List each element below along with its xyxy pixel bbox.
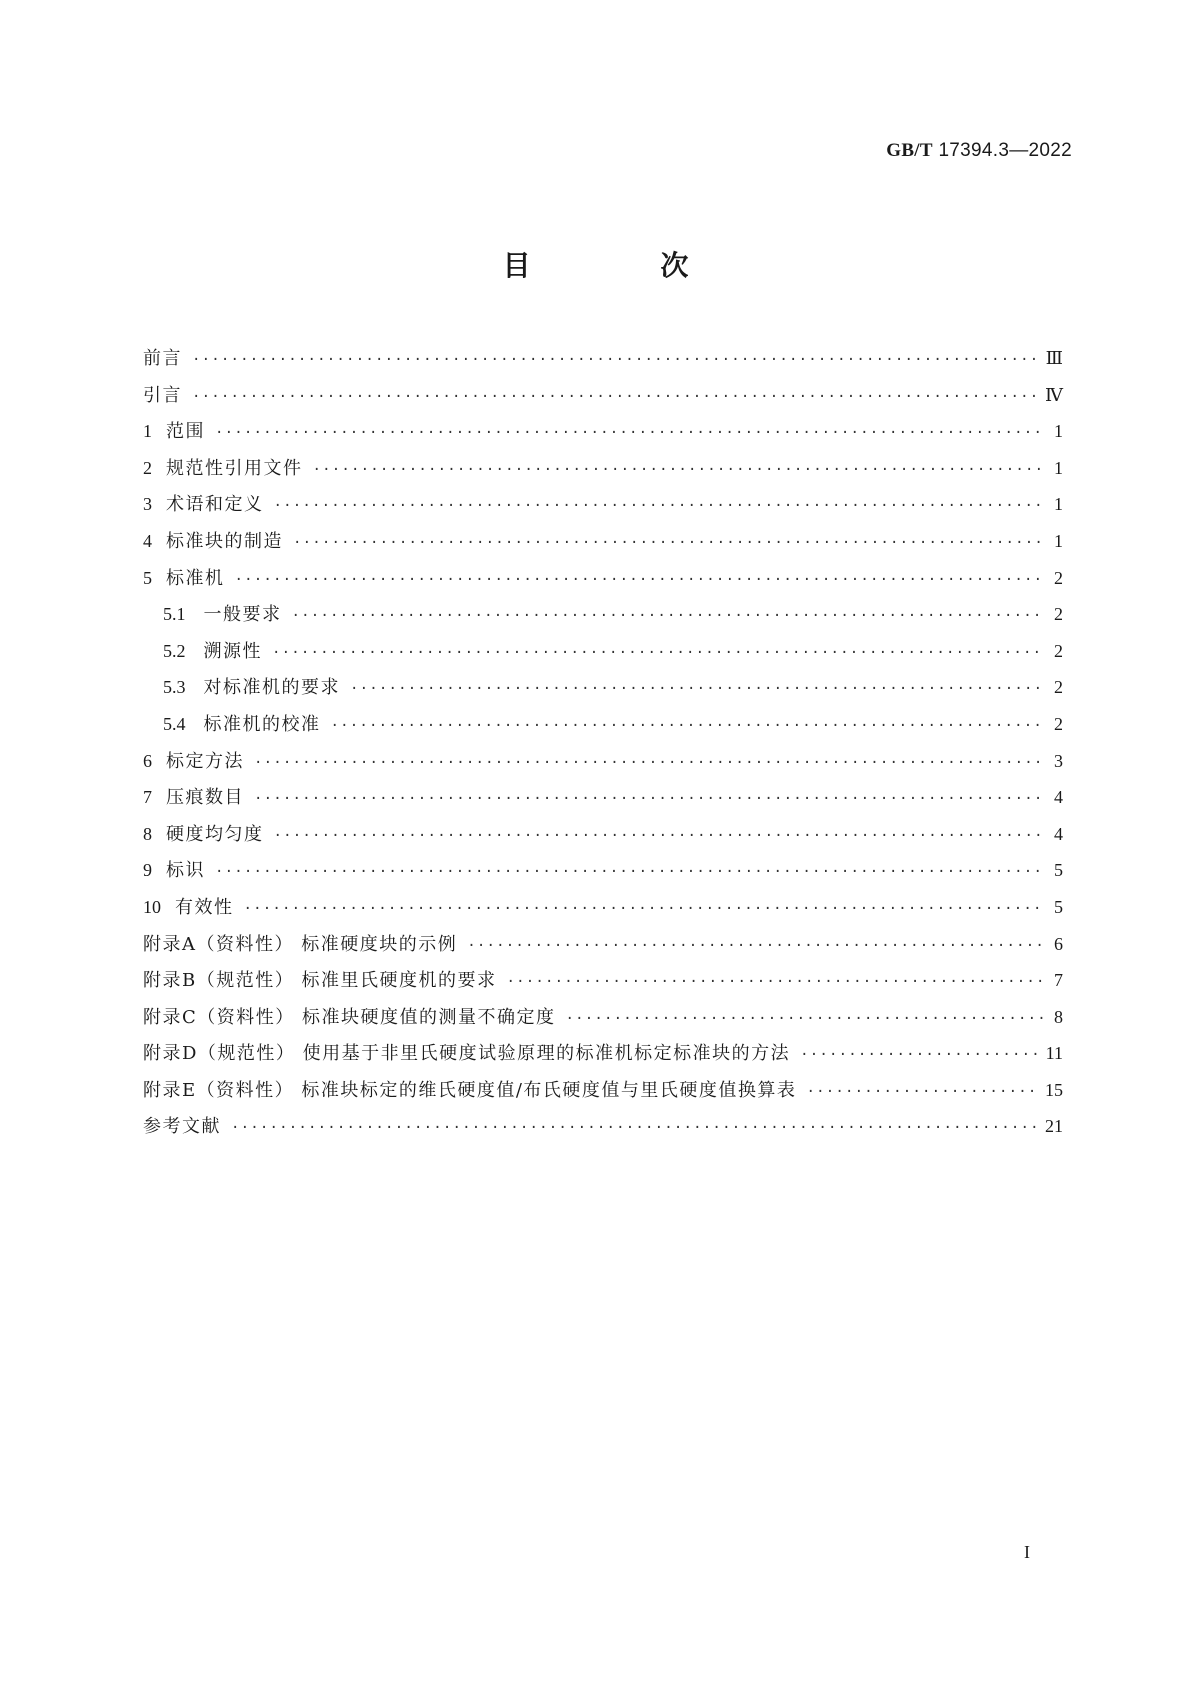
toc-entry-page: 4 (1054, 823, 1063, 844)
toc-entry-label: 标识 (166, 860, 205, 882)
toc-leader-dots (231, 1110, 1039, 1147)
standard-number: 17394.3—2022 (938, 140, 1072, 161)
toc-entry-page: 8 (1054, 1006, 1063, 1027)
toc-entry-label: 对标准机的要求 (203, 677, 340, 699)
toc-entry-6[interactable] (143, 743, 1063, 780)
toc-entry-label: 范围 (166, 421, 205, 443)
toc-entry-page: Ⅳ (1045, 384, 1063, 405)
toc-entry-4[interactable] (143, 523, 1063, 560)
toc-entry-page: Ⅲ (1045, 348, 1063, 368)
toc-leader-dots (800, 1037, 1040, 1074)
toc-entry-number: 3 (143, 494, 152, 515)
page-number: I (1024, 1542, 1030, 1562)
toc-entry-page: 1 (1054, 421, 1063, 442)
toc-entry-foreword[interactable] (143, 340, 1063, 377)
toc-entry-page: 2 (1054, 713, 1063, 734)
toc-entry-5[interactable] (143, 560, 1063, 597)
toc-entry-annex-e[interactable] (143, 1072, 1063, 1109)
toc-entry-number: 5.3 (163, 677, 186, 698)
toc-entry-page: 2 (1054, 677, 1063, 698)
toc-entry-number: 4 (143, 530, 152, 551)
toc-entry-label: 前言 (143, 348, 182, 369)
toc-entry-5-1[interactable] (143, 596, 1063, 633)
toc-entry-page: 2 (1054, 640, 1063, 661)
toc-entry-8[interactable] (143, 816, 1063, 853)
toc-leader-dots (350, 671, 1043, 708)
toc-entry-label: 术语和定义 (166, 494, 264, 516)
toc-leader-dots (293, 525, 1043, 562)
toc-leader-dots (331, 708, 1044, 745)
toc-entry-label: 标准块的制造 (166, 530, 283, 552)
toc-entry-5-2[interactable] (143, 633, 1063, 670)
toc-entry-number: 5.4 (163, 713, 186, 734)
toc-leader-dots (235, 562, 1044, 599)
toc-leader-dots (467, 928, 1043, 965)
toc-entry-number: 5 (143, 567, 152, 588)
toc-entry-annex-c[interactable] (143, 999, 1063, 1036)
toc-entry-number: 7 (143, 787, 152, 808)
toc-entry-label: 参考文献 (143, 1116, 221, 1138)
table-of-contents (143, 340, 1063, 1145)
toc-entry-number: 8 (143, 823, 152, 844)
toc-entry-bibliography[interactable] (143, 1108, 1063, 1145)
toc-entry-page: 1 (1054, 457, 1063, 478)
toc-entry-label: 附录D（规范性） 使用基于非里氏硬度试验原理的标准机标定标准块的方法 (143, 1043, 791, 1065)
toc-entry-page: 21 (1045, 1116, 1063, 1137)
toc-leader-dots (254, 781, 1043, 818)
toc-leader-dots (566, 1001, 1044, 1038)
toc-entry-label: 压痕数目 (166, 787, 244, 809)
toc-entry-page: 1 (1054, 494, 1063, 515)
toc-leader-dots (215, 854, 1043, 891)
toc-entry-label: 硬度均匀度 (166, 823, 264, 845)
toc-leader-dots (192, 379, 1039, 416)
toc-leader-dots (274, 818, 1044, 855)
toc-entry-page: 6 (1054, 933, 1063, 954)
toc-leader-dots (244, 891, 1044, 928)
toc-entry-label: 附录B（规范性） 标准里氏硬度机的要求 (143, 970, 497, 992)
toc-entry-annex-d[interactable] (143, 1035, 1063, 1072)
toc-entry-7[interactable] (143, 779, 1063, 816)
toc-entry-label: 标准机 (166, 567, 225, 589)
toc-entry-2[interactable] (143, 450, 1063, 487)
page-title: 目 次 (502, 249, 749, 282)
toc-entry-label: 规范性引用文件 (166, 457, 303, 479)
toc-entry-label: 附录C（资料性） 标准块硬度值的测量不确定度 (143, 1006, 556, 1028)
toc-entry-annex-a[interactable] (143, 926, 1063, 963)
toc-entry-number: 9 (143, 860, 152, 881)
toc-entry-number: 5.2 (163, 640, 186, 661)
toc-entry-5-3[interactable] (143, 669, 1063, 706)
toc-entry-page: 11 (1045, 1043, 1063, 1064)
toc-leader-dots (254, 745, 1043, 782)
toc-entry-label: 溯源性 (203, 640, 262, 662)
toc-leader-dots (313, 452, 1044, 489)
toc-leader-dots (215, 415, 1043, 452)
toc-entry-label: 附录A（资料性） 标准硬度块的示例 (143, 933, 458, 955)
toc-entry-number: 1 (143, 421, 152, 442)
toc-entry-page: 15 (1045, 1079, 1063, 1100)
toc-leader-dots (192, 342, 1040, 379)
toc-entry-label: 标定方法 (166, 750, 244, 772)
toc-entry-page: 2 (1054, 604, 1063, 625)
toc-leader-dots (506, 964, 1043, 1001)
toc-entry-label: 一般要求 (203, 604, 282, 626)
toc-entry-label: 附录E（资料性） 标准块标定的维氏硬度值/布氏硬度值与里氏硬度值换算表 (143, 1079, 797, 1101)
toc-leader-dots (274, 488, 1044, 525)
toc-entry-number: 5.1 (163, 604, 186, 625)
toc-leader-dots (806, 1074, 1039, 1111)
toc-entry-10[interactable] (143, 889, 1063, 926)
toc-entry-1[interactable] (143, 413, 1063, 450)
toc-entry-annex-b[interactable] (143, 962, 1063, 999)
toc-entry-page: 4 (1054, 787, 1063, 808)
toc-entry-page: 5 (1054, 896, 1063, 917)
toc-entry-page: 5 (1054, 860, 1063, 881)
toc-entry-5-4[interactable] (143, 706, 1063, 743)
document-code (886, 140, 1072, 162)
toc-leader-dots (292, 598, 1044, 635)
toc-entry-introduction[interactable] (143, 377, 1063, 414)
toc-entry-9[interactable] (143, 852, 1063, 889)
toc-entry-number: 6 (143, 750, 152, 771)
toc-entry-page: 7 (1054, 970, 1063, 991)
toc-entry-page: 2 (1054, 567, 1063, 588)
toc-entry-number: 10 (143, 896, 161, 917)
toc-entry-label: 引言 (143, 384, 182, 406)
toc-entry-number: 2 (143, 457, 152, 478)
toc-entry-label: 有效性 (175, 896, 234, 918)
toc-entry-page: 3 (1054, 750, 1063, 771)
toc-leader-dots (272, 635, 1043, 672)
toc-entry-page: 1 (1054, 530, 1063, 551)
standard-prefix: GB/T (886, 140, 933, 161)
toc-entry-label: 标准机的校准 (203, 713, 321, 735)
toc-entry-3[interactable] (143, 486, 1063, 523)
